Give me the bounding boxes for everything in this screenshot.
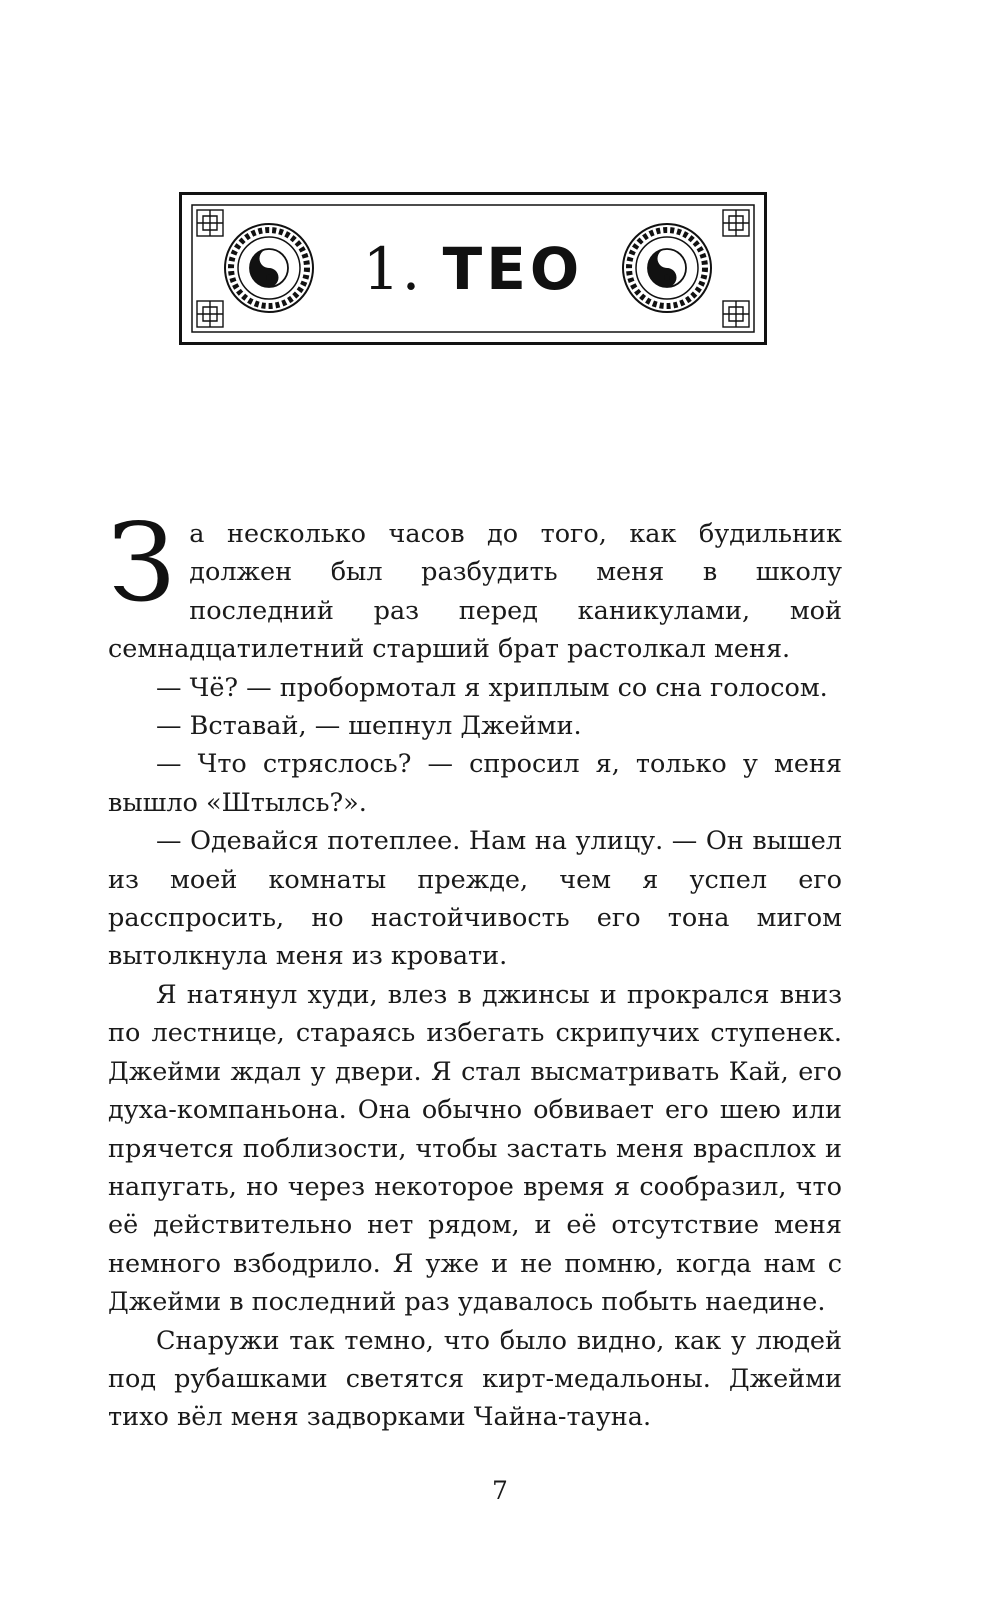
- page-number: 7: [492, 1476, 508, 1505]
- paragraph: Снаружи так темно, что было видно, как у людей под рубашками светятся кирт-медальоны. Джейми тихо вёл меня задворками Чайна-тауна.: [108, 1325, 842, 1433]
- paragraph-opening: [108, 501, 842, 669]
- paragraph: — Что стряслось? — спросил я, только у меня вышло «Штылсь?».: [108, 749, 842, 818]
- chapter-name: ТЕО: [442, 235, 584, 303]
- drop-cap: З: [108, 501, 176, 626]
- paragraph: — Вставай, — шепнул Джейми.: [156, 711, 582, 742]
- paragraph: — Одевайся потеплее. Нам на улицу. — Он вышел из моей комнаты прежде, чем я успел его расспросить, но настойчивость его тона мигом вытолкнула меня из кровати.: [108, 826, 842, 972]
- paragraph: Я натянул худи, влез в джинсы и прокрался вниз по лестнице, стараясь избегать скрипучих ступенек. Джейми ждал у двери. Я стал высматривать Кай, его духа-компаньона. Она обычно обвивает его шею или прячется поблизости, чтобы застать меня врасплох и напугать, но через некоторое время я сообразил, что её действительно нет рядом, и её отсутствие меня немного взбодрило. Я уже и не помню, когда нам с Джейми в последний раз удавалось побыть наедине.: [108, 979, 842, 1318]
- chapter-number: 1.: [362, 235, 423, 303]
- paragraph: — Чё? — пробормотал я хриплым со сна голосом.: [156, 672, 828, 703]
- opening-text: а несколько часов до того, как будильник должен был разбудить меня в школу последний раз перед каникулами, мой семнадцатилетний старший брат растолкал меня.: [108, 519, 842, 665]
- chapter-body: [108, 501, 842, 1437]
- chapter-title: [179, 226, 767, 312]
- chapter-header: [179, 192, 767, 345]
